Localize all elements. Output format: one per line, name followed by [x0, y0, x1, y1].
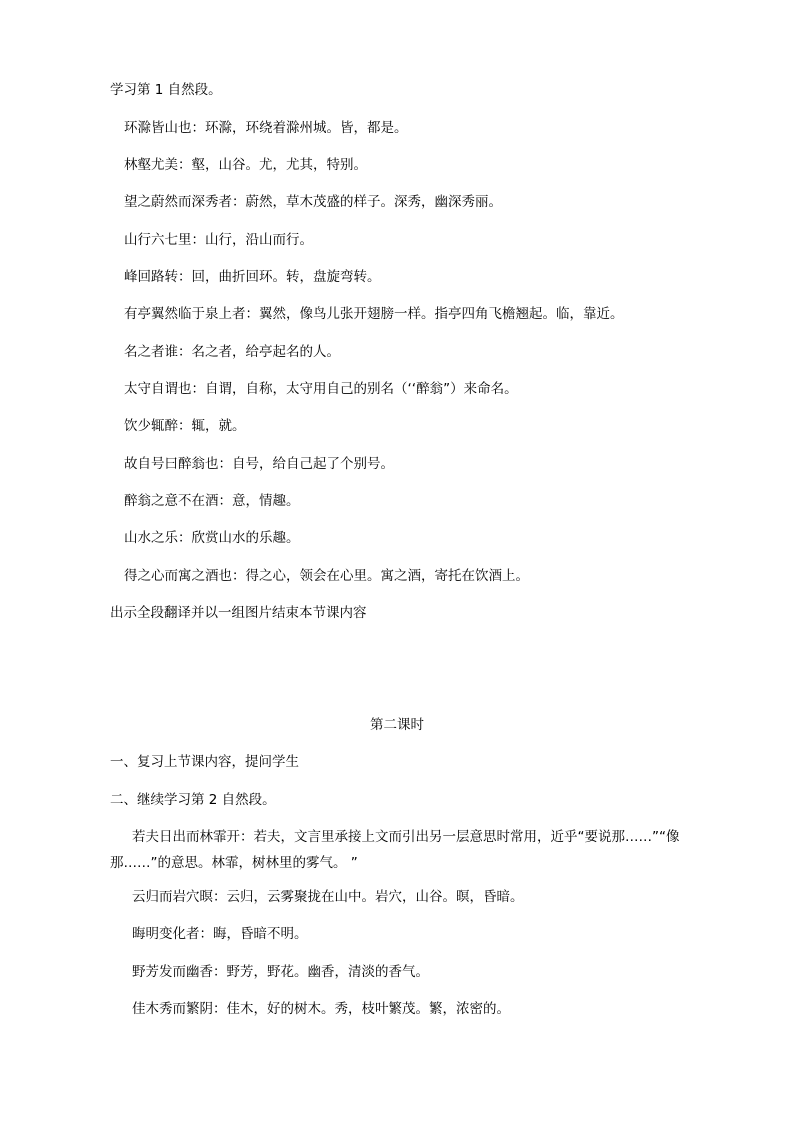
annotation-line: 饮少辄醉：辄，就。	[124, 418, 246, 434]
annotation-line: 环滁皆山也：环滁，环绕着滁州城。皆，都是。	[124, 120, 408, 136]
annotation-line: 太守自谓也：自谓，自称，太守用自己的别名（‘‘醉翁”）来命名。	[124, 381, 518, 397]
annotation-line: 得之心而寓之酒也：得之心，领会在心里。寓之酒，寄托在饮酒上。	[124, 568, 529, 584]
closing-line: 出示全段翻译并以一组图片结束本节课内容	[110, 605, 367, 621]
annotation-paragraph: 若夫日出而林霏开：若夫，文言里承接上文而引出另一层意思时常用，近乎“要说那……”“像那……”的意思。林霏，树林里的雾气。 ”	[110, 829, 680, 871]
annotation-line: 醉翁之意不在酒：意，情趣。	[124, 493, 300, 509]
annotation-line: 野芳发而幽香：野芳，野花。幽香，清淡的香气。	[132, 964, 429, 980]
step-continue: 二、继续学习第 2 自然段。	[110, 792, 276, 808]
annotation-line: 望之蔚然而深秀者：蔚然，草木茂盛的样子。深秀，幽深秀丽。	[124, 194, 502, 210]
annotation-line: 故自号曰醉翁也：自号，给自己起了个别号。	[124, 456, 394, 472]
annotation-line: 峰回路转：回，曲折回环。转，盘旋弯转。	[124, 269, 381, 285]
annotation-line: 晦明变化者：晦，昏暗不明。	[132, 926, 308, 942]
annotation-line: 名之者谁：名之者，给亭起名的人。	[124, 344, 340, 360]
lesson-title: 第二课时	[370, 717, 424, 733]
annotation-line: 有亭翼然临于泉上者：翼然，像鸟儿张开翅膀一样。指亭四角飞檐翘起。临，靠近。	[124, 306, 624, 322]
annotation-line: 山水之乐：欣赏山水的乐趣。	[124, 530, 300, 546]
annotation-line: 佳木秀而繁阴：佳木，好的树木。秀，枝叶繁茂。繁，浓密的。	[132, 1001, 510, 1017]
annotation-line: 山行六七里：山行，沿山而行。	[124, 232, 313, 248]
annotation-line: 林壑尤美：壑，山谷。尤，尤其，特别。	[124, 157, 367, 173]
annotation-line: 云归而岩穴暝：云归，云雾聚拢在山中。岩穴，山谷。暝，昏暗。	[132, 889, 524, 905]
step-review: 一、复习上节课内容，提问学生	[110, 754, 299, 770]
section-heading-paragraph-1: 学习第 1 自然段。	[110, 82, 222, 98]
